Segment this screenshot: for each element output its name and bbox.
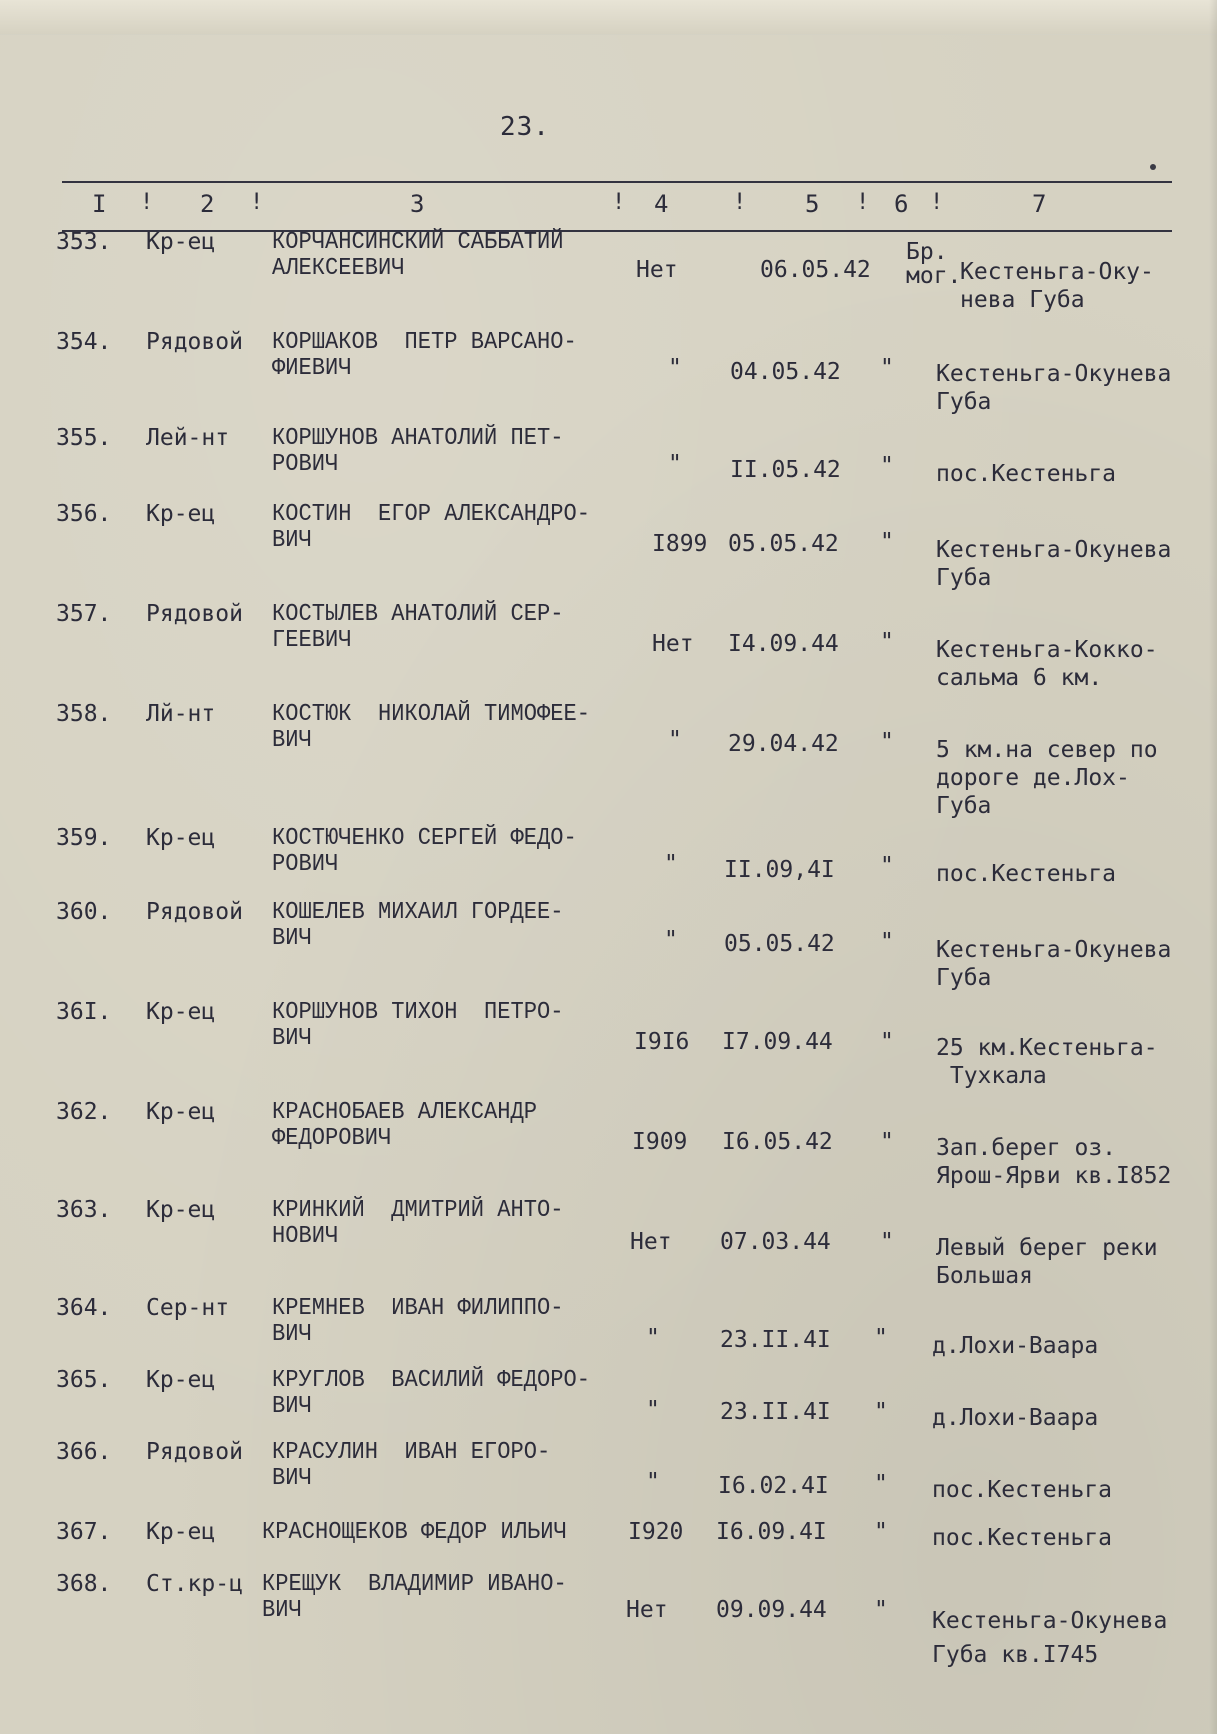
row-full-name: КРИНКИЙ ДМИТРИЙ АНТО- НОВИЧ — [272, 1197, 564, 1250]
row-burial-type: " — [880, 853, 894, 879]
row-full-name: КРАСНОБАЕВ АЛЕКСАНДР ФЕДОРОВИЧ — [272, 1099, 538, 1152]
row-number: 359. — [56, 825, 112, 851]
row-number: 365. — [56, 1367, 112, 1393]
row-burial-type: " — [874, 1399, 888, 1425]
table-row — [0, 1440, 1217, 1520]
row-burial-place: Кестеньга-Оку- нева Губа — [960, 259, 1154, 313]
row-burial-type: " — [880, 929, 894, 955]
row-death-date: 05.05.42 — [724, 931, 835, 957]
row-rank: Кр-ец — [146, 1197, 216, 1223]
row-death-date: 05.05.42 — [728, 531, 839, 557]
row-number: 353. — [56, 229, 112, 255]
row-burial-place: Кестеньга-Окунева Губа — [936, 361, 1172, 415]
row-death-date: 29.04.42 — [728, 731, 839, 757]
row-death-date: I7.09.44 — [722, 1029, 833, 1055]
column-separator: ! — [733, 190, 747, 215]
row-death-date: 23.II.4I — [720, 1327, 831, 1353]
row-death-date: I6.02.4I — [718, 1473, 829, 1499]
row-burial-type: " — [874, 1471, 888, 1497]
row-number: 354. — [56, 329, 112, 355]
row-burial-place: пос.Кестеньга — [936, 461, 1117, 487]
row-birth-year: I920 — [628, 1519, 684, 1545]
row-full-name: КОСТИН ЕГОР АЛЕКСАНДРО- ВИЧ — [272, 501, 591, 554]
row-burial-type: " — [874, 1325, 888, 1351]
row-full-name: КРАСНОЩЕКОВ ФЕДОР ИЛЬИЧ — [262, 1519, 567, 1546]
row-birth-year: I899 — [652, 531, 708, 557]
row-birth-year: " — [664, 851, 678, 877]
row-rank: Кр-ец — [146, 825, 216, 851]
table-row — [0, 426, 1217, 506]
row-full-name: КРЕЩУК ВЛАДИМИР ИВАНО- ВИЧ — [262, 1571, 567, 1624]
column-header-2: 2 — [200, 190, 215, 218]
row-number: 360. — [56, 899, 112, 925]
row-birth-year: " — [668, 451, 682, 477]
row-birth-year: Нет — [630, 1229, 672, 1255]
row-number: 358. — [56, 701, 112, 727]
page-fold — [0, 0, 1217, 35]
table-row — [0, 1571, 1217, 1668]
row-birth-year: " — [664, 927, 678, 953]
column-separator: ! — [612, 190, 626, 215]
row-burial-place: пос.Кестеньга — [936, 861, 1117, 887]
row-rank: Сер-нт — [146, 1295, 230, 1321]
row-number: 366. — [56, 1439, 112, 1465]
row-rank: Рядовой — [146, 329, 243, 355]
row-birth-year: " — [668, 727, 682, 753]
row-full-name: КОРШАКОВ ПЕТР ВАРСАНО- ФИЕВИЧ — [272, 329, 577, 382]
table-row — [0, 1296, 1217, 1376]
column-header-5: 5 — [805, 190, 820, 218]
row-full-name: КОРШУНОВ АНАТОЛИЙ ПЕТ- РОВИЧ — [272, 425, 564, 478]
row-burial-place: Кестеньга-Кокко- сальма 6 км. — [936, 637, 1158, 691]
row-number: 367. — [56, 1519, 112, 1545]
row-burial-place: Левый берег реки Большая — [936, 1235, 1158, 1289]
row-birth-year: " — [646, 1397, 660, 1423]
row-death-date: 06.05.42 — [760, 257, 871, 283]
row-number: 356. — [56, 501, 112, 527]
row-burial-place: пос.Кестеньга — [932, 1477, 1113, 1503]
row-rank: Лей-нт — [146, 425, 230, 451]
row-burial-type: " — [880, 529, 894, 555]
row-rank: Кр-ец — [146, 1519, 216, 1545]
table-row — [0, 1099, 1217, 1189]
row-full-name: КРУГЛОВ ВАСИЛИЙ ФЕДОРО- ВИЧ — [272, 1367, 591, 1420]
row-rank: Рядовой — [146, 601, 243, 627]
row-burial-place: д.Лохи-Ваара — [932, 1333, 1099, 1359]
table-row — [0, 701, 1217, 819]
row-number: 362. — [56, 1099, 112, 1125]
row-death-date: I4.09.44 — [728, 631, 839, 657]
row-birth-year: I9I6 — [634, 1029, 690, 1055]
table-row — [0, 329, 1217, 415]
row-full-name: КРЕМНЕВ ИВАН ФИЛИППО- ВИЧ — [272, 1295, 564, 1348]
column-separator: ! — [930, 190, 944, 215]
page-number: 23. — [500, 112, 550, 142]
row-number: 364. — [56, 1295, 112, 1321]
row-death-date: II.05.42 — [730, 457, 841, 483]
row-birth-year: I909 — [632, 1129, 688, 1155]
column-header-3: 3 — [410, 190, 425, 218]
row-burial-type: Бр. мог. — [906, 239, 962, 289]
column-header-4: 4 — [654, 190, 669, 218]
row-number: 368. — [56, 1571, 112, 1597]
row-death-date: 09.09.44 — [716, 1597, 827, 1623]
row-rank: Рядовой — [146, 1439, 243, 1465]
row-death-date: 04.05.42 — [730, 359, 841, 385]
row-number: 357. — [56, 601, 112, 627]
row-rank: Ст.кр-ц — [146, 1571, 243, 1597]
row-birth-year: Нет — [626, 1597, 668, 1623]
row-full-name: КОСТЫЛЕВ АНАТОЛИЙ СЕР- ГЕЕВИЧ — [272, 601, 564, 654]
row-birth-year: Нет — [636, 257, 678, 283]
row-burial-type: " — [874, 1597, 888, 1623]
table-row — [0, 826, 1217, 906]
row-birth-year: Нет — [652, 631, 694, 657]
row-full-name: КОСТЮК НИКОЛАЙ ТИМОФЕЕ- ВИЧ — [272, 701, 591, 754]
row-death-date: II.09,4I — [724, 857, 835, 883]
row-burial-type: " — [880, 729, 894, 755]
table-row — [0, 1197, 1217, 1289]
row-burial-place: Зап.берег оз. Ярош-Ярви кв.I852 — [936, 1135, 1172, 1189]
row-burial-place: Кестеньга-Окунева Губа — [936, 937, 1172, 991]
column-header-6: 6 — [894, 190, 909, 218]
row-burial-type: " — [880, 1229, 894, 1255]
row-rank: Лй-нт — [146, 701, 216, 727]
row-rank: Кр-ец — [146, 501, 216, 527]
column-header-7: 7 — [1032, 190, 1047, 218]
row-number: 355. — [56, 425, 112, 451]
row-full-name: КОРЧАНСИНСКИЙ САББАТИЙ АЛЕКСЕЕВИЧ — [272, 229, 564, 282]
row-burial-type: " — [880, 355, 894, 381]
table-row — [0, 501, 1217, 591]
row-rank: Кр-ец — [146, 999, 216, 1025]
column-header-1: I — [92, 190, 107, 218]
row-rank: Кр-ец — [146, 229, 216, 255]
row-burial-type: " — [880, 1129, 894, 1155]
table-row — [0, 229, 1217, 313]
table-row — [0, 1368, 1217, 1448]
row-burial-type: " — [874, 1519, 888, 1545]
row-burial-place: Кестеньга-Окунева Губа кв.I745 — [932, 1608, 1168, 1668]
row-rank: Кр-ец — [146, 1367, 216, 1393]
row-birth-year: " — [668, 355, 682, 381]
row-burial-type: " — [880, 629, 894, 655]
row-full-name: КРАСУЛИН ИВАН ЕГОРО- ВИЧ — [272, 1439, 551, 1492]
row-number: 363. — [56, 1197, 112, 1223]
table-row — [0, 601, 1217, 691]
row-death-date: 23.II.4I — [720, 1399, 831, 1425]
row-death-date: I6.09.4I — [716, 1519, 827, 1545]
row-birth-year: " — [646, 1469, 660, 1495]
row-burial-type: " — [880, 1029, 894, 1055]
row-death-date: I6.05.42 — [722, 1129, 833, 1155]
column-separator: ! — [856, 190, 870, 215]
row-death-date: 07.03.44 — [720, 1229, 831, 1255]
header-rule-top — [62, 181, 1172, 183]
row-burial-place: Кестеньга-Окунева Губа — [936, 537, 1172, 591]
row-full-name: КОШЕЛЕВ МИХАИЛ ГОРДЕЕ- ВИЧ — [272, 899, 564, 952]
row-rank: Кр-ец — [146, 1099, 216, 1125]
ink-spot — [1150, 164, 1156, 170]
row-number: 36I. — [56, 999, 112, 1025]
table-row — [0, 899, 1217, 991]
row-full-name: КОРШУНОВ ТИХОН ПЕТРО- ВИЧ — [272, 999, 564, 1052]
row-burial-place: д.Лохи-Ваара — [932, 1405, 1099, 1431]
table-row — [0, 999, 1217, 1089]
row-birth-year: " — [646, 1325, 660, 1351]
row-burial-place: пос.Кестеньга — [932, 1525, 1113, 1551]
row-rank: Рядовой — [146, 899, 243, 925]
row-burial-place: 25 км.Кестеньга- Тухкала — [936, 1035, 1158, 1089]
row-burial-type: " — [880, 453, 894, 479]
row-burial-place: 5 км.на север по дороге де.Лох- Губа — [936, 737, 1158, 819]
row-full-name: КОСТЮЧЕНКО СЕРГЕЙ ФЕДО- РОВИЧ — [272, 825, 577, 878]
column-separator: ! — [250, 190, 264, 215]
column-separator: ! — [140, 190, 154, 215]
